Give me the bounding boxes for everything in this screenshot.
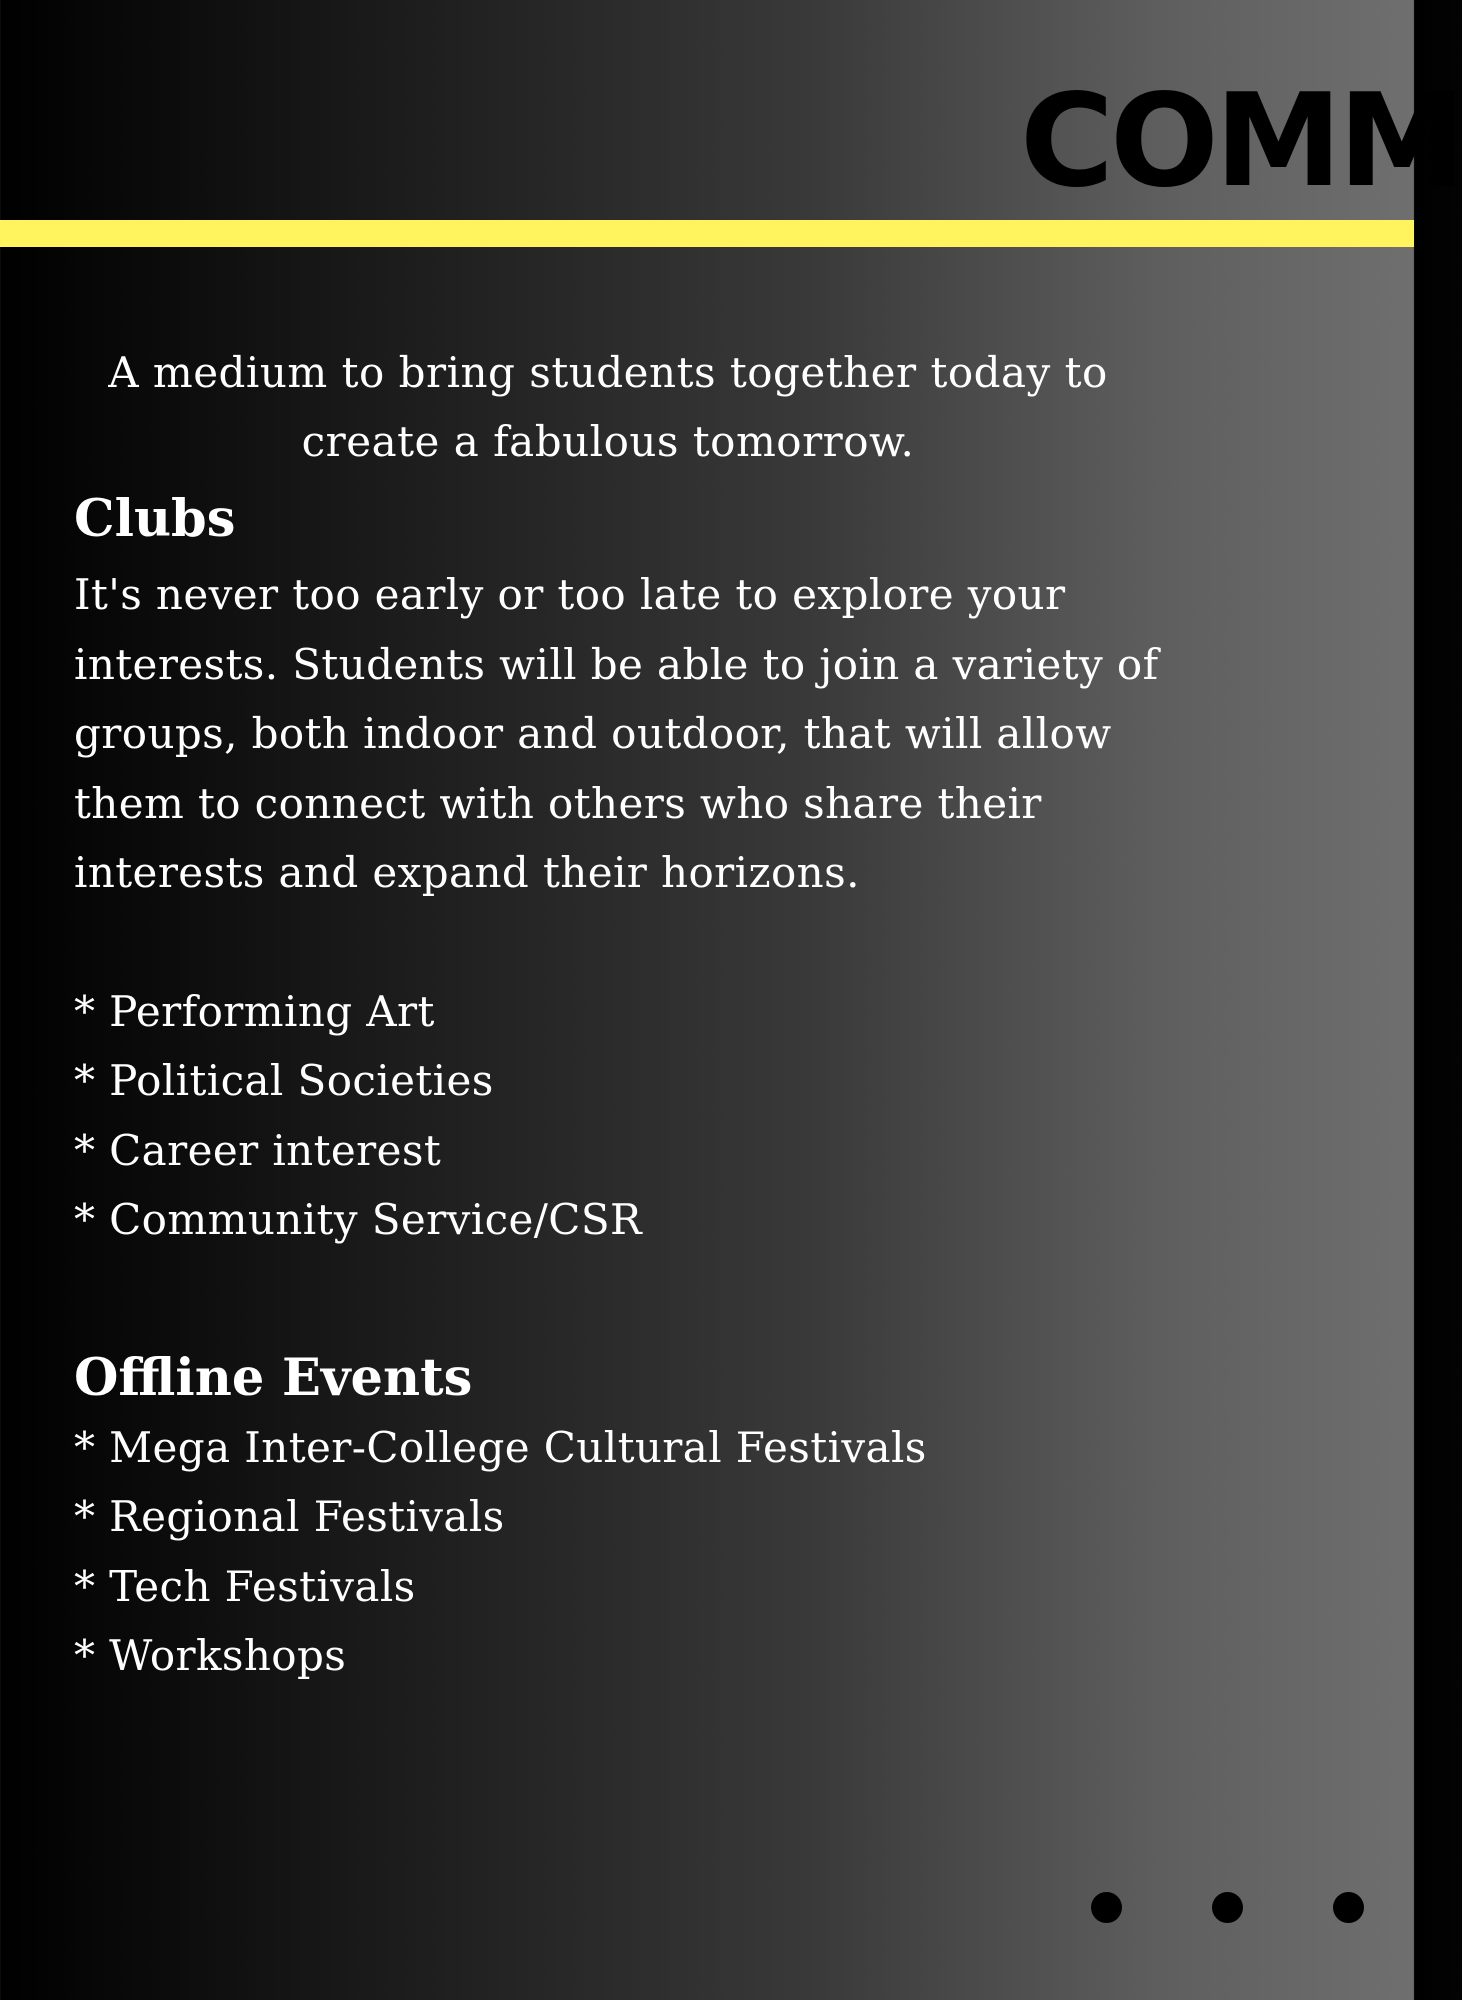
offline-events-list	[74, 1413, 1194, 1691]
tagline: A medium to bring students together today to create a fabulous tomorrow.	[108, 348, 1108, 466]
clubs-section	[74, 484, 1194, 1255]
clubs-heading: Clubs	[74, 489, 236, 549]
list-item: * Career interest	[74, 1125, 442, 1175]
list-item: * Community Service/CSR	[74, 1195, 643, 1244]
list-item: * Workshops	[74, 1631, 347, 1680]
clubs-description: It's never too early or too late to explore your interests. Students will be able to join a variety of groups, both indoor and outdoor, that will allow them to connect with others who share their interests and expand their horizons.	[74, 570, 1159, 897]
dot-icon	[1333, 1892, 1364, 1923]
list-item: * Mega Inter-College Cultural Festivals	[74, 1422, 927, 1472]
accent-bar	[0, 220, 1414, 247]
offline-events-heading: Offline Events	[74, 1347, 473, 1408]
list-item: * Regional Festivals	[74, 1492, 505, 1541]
clubs-list	[74, 977, 1194, 1255]
decorative-dots	[1091, 1892, 1364, 1923]
offline-events-section	[74, 1343, 1194, 1691]
list-item: * Tech Festivals	[74, 1561, 416, 1611]
list-item: * Performing Art	[74, 986, 435, 1036]
dot-icon	[1212, 1892, 1243, 1923]
dot-icon	[1091, 1892, 1122, 1923]
list-item: * Political Societies	[74, 1056, 494, 1105]
content	[74, 484, 1194, 1691]
page-title: COMM	[1020, 67, 1462, 216]
